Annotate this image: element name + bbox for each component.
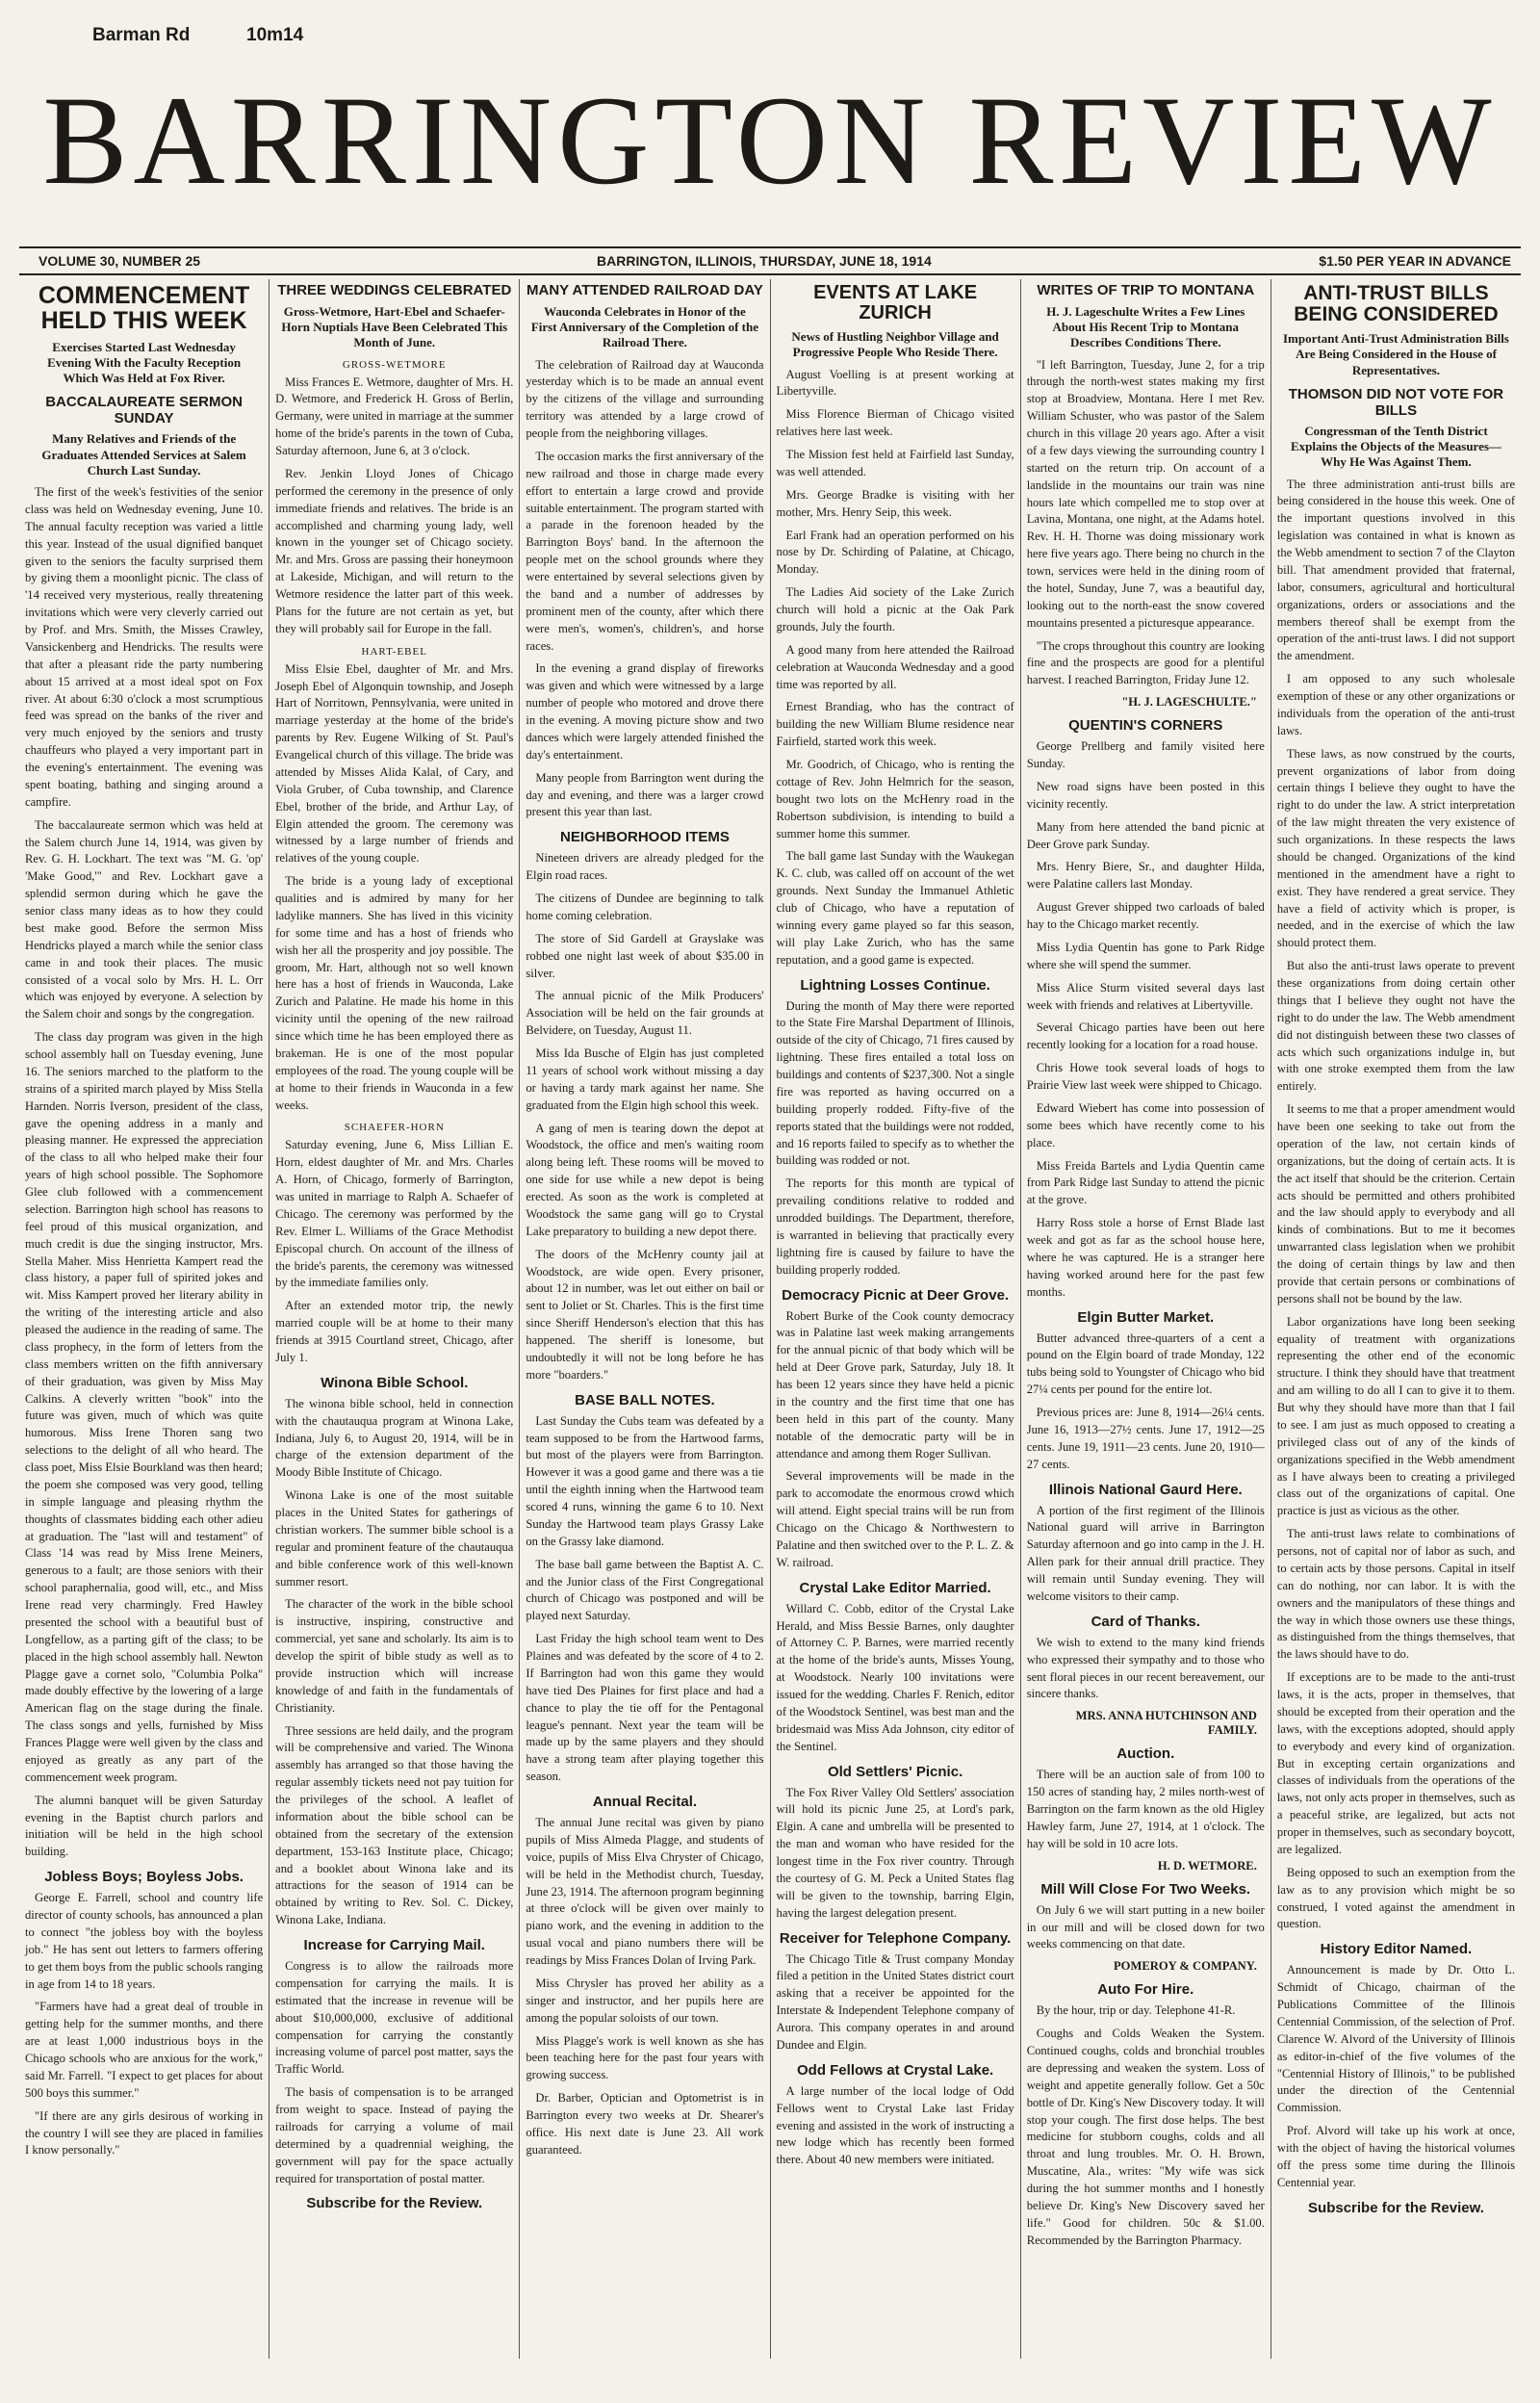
- article-paragraph: Several improvements will be made in the park to accomodate the enormous crowd which will attend. Eight special trains will be run from Chicago on the Chicago & Northwestern to Palatine and then switched over to the P. L. Z. & W. railroad.: [776, 1469, 1014, 1569]
- article-paragraph: In the evening a grand display of fireworks was given and which were witnessed by a large number of people who motored and drove there in the evening. A moving picture show and two dances which were largely attended finished the day's entertainment.: [526, 661, 764, 762]
- article-paragraph: Mr. Goodrich, of Chicago, who is renting the cottage of Rev. John Helmrich for the season, bought two lots on the McHenry road in the Robertson subdivision, is intending to build a summer home this summer.: [776, 758, 1014, 840]
- subhead-baccalaureate: BACCALAUREATE SERMON SUNDAY: [45, 394, 243, 427]
- article-paragraph: New road signs have been posted in this vicinity recently.: [1026, 779, 1265, 811]
- deck-anti-trust: Important Anti-Trust Administration Bills Are Being Considered in the House of Representatives.: [1283, 331, 1509, 377]
- article-paragraph: The class day program was given in the high school assembly hall on Tuesday evening, June 16. The seniors marched to the platform to the strains of a spirited march played by Miss Stella Harnden. Norris Iverson, president of the class, gave the opening address in a manly and pleasing manner. He expressed the appreciation of the class to all who helped make their four years of high school possible. The Sophomore Glee club followed with a commencement selection. Barrington high school has reasons to feel proud of this musical organization, and much credit is due the singing instructor, Mrs. Stella Maher. Miss Henrietta Kampert read the class history, a paper full of spirited jokes and wit. Miss Kampert proved her literary ability in the writing of the interesting article and also pleased the audience in the reading of same. The class prophecy, in the form of letters from the class members written on the fifth anniversary of their graduation, was given by Miss May Calkins. A cleverly written "book" into the future was given, much of which was quite humorous. Miss Irene Thoren sang two selections to the delight of all who heard. The class poet, Miss Elsie Bourkland was then heard; the poem she composed was very good, telling in simple language and pleasing rhythm the thoughts of classmates bidding each other adieu at graduation. The "last will and testament" of Class '14 was read by Miss Irene Meiners, generous to a fault; are those seniors with their school paraphernalia, good will, etc., and Miss Irene read very charmingly. Fred Hawley presented the school with a beautiful bust of Longfellow, as a parting gift of the class; to be placed in the high school assembly hall. Newton Plagge gave a cornet solo, "Columbia Polka" made doubly effective by the lowering of a large American flag on the stage during the finale. The class songs and yells, furnished by Miss Frances Plagge were well given by the class and enjoyed as greatly as any part of the commencement week program.: [25, 1030, 264, 1784]
- column-weddings: [270, 279, 520, 2359]
- article-paragraph: Edward Wiebert has come into possession of some bees which have recently come to his place.: [1026, 1100, 1265, 1150]
- volume-number: VOLUME 30, NUMBER 25: [38, 253, 201, 269]
- article-paragraph: Chris Howe took several loads of hogs to Prairie View last week were shipped to Chicago.: [1026, 1061, 1265, 1092]
- article-paragraph: The celebration of Railroad day at Wauconda yesterday which is to be made an annual event by the citizens of the village and surrounding territory was attended by a large crowd of people from the neighboring villages.: [526, 357, 764, 440]
- headline-lake-zurich: EVENTS AT LAKE ZURICH: [813, 282, 978, 323]
- column-montana: [1021, 279, 1271, 2359]
- subhead-odd-fellows: Odd Fellows at Crystal Lake.: [796, 2061, 994, 2079]
- article-paragraph: Mrs. Henry Biere, Sr., and daughter Hilda, were Palatine callers last Monday.: [1026, 860, 1265, 891]
- article-paragraph: Miss Plagge's work is well known as she has been teaching here for the past four years with growing success.: [526, 2033, 764, 2082]
- subhead-jobless-boys: Jobless Boys; Boyless Jobs.: [44, 1869, 244, 1886]
- column-commencement: [19, 279, 270, 2359]
- deck-commencement: Exercises Started Last Wednesday Evening With the Faculty Reception Which Was Held at Fox River.: [47, 339, 242, 385]
- article-paragraph: The ball game last Sunday with the Waukegan K. C. club, was called off on account of the wet grounds. Next Sunday the Immanuel Athletic club of Chicago, who have a reputation of winning every game played so far this season, will play Lake Zurich, who has the same reputation, and a good game is expected.: [776, 849, 1014, 967]
- signature-hutchinson: MRS. ANNA HUTCHINSON AND FAMILY.: [1075, 1709, 1257, 1738]
- caption-hart-ebel: HART-EBEL: [361, 645, 427, 658]
- article-paragraph: The basis of compensation is to be arranged from weight to space. Instead of paying the railroads for carrying a volume of mail determined by a quadrennial weighing, the government will pay for the space actually required for transportation of postal matter.: [275, 2085, 514, 2185]
- newspaper-page: [19, 17, 1521, 2366]
- article-paragraph: Miss Alice Sturm visited several days last week with friends and relatives at Libertyville.: [1026, 980, 1265, 1012]
- article-paragraph: On July 6 we will start putting in a new boiler in our mill and will be closed down for two weeks commencing on that date.: [1026, 1902, 1265, 1951]
- caption-schaefer-horn: SCHAEFER-HORN: [344, 1122, 445, 1134]
- article-paragraph: Announcement is made by Dr. Otto L. Schmidt of Chicago, chairman of the Publications Committee of the Illinois Centennial Commission, of the selection of Prof. Clarence W. Alvord of the University of Illinois as editor-in-chief of the five volumes of the "Centennial History of Illinois," to be published under the direction of the Centennial Commission.: [1276, 1963, 1516, 2115]
- article-paragraph: Nineteen drivers are already pledged for the Elgin road races.: [526, 851, 764, 883]
- article-paragraph: "I left Barrington, Tuesday, June 2, for a trip through the north-west states making my first stop at Broadview, Montana. Here I met Rev. William Schuster, who was pastor of the Salem church in this village 20 years ago. After a visit of a few days viewing the surrounding country I started on the return trip. On account of a landslide in the mountains our train was nine hours late which compelled me to stop over at Lavina, Montana, one night, at the Adams hotel. Rev. H. H. Thorne was doing missionary work here five years ago. There being no church in the town, services were held in the dining room of the hotel, Sunday, June 7, was a beautiful day, looking out to the north-east the snow covered mountains presented a picturesque appearance.: [1026, 357, 1265, 630]
- article-paragraph: Labor organizations have long been seeking equality of treatment with organizations representing the other end of the economic structure. I think they should have that treatment and am willing to do all I can to give it to them. But why they should have more than that I fail to see. I am just as much opposed to creating a privileged class out of any of the kinds of organizations specified in the Webb amendment as I have always been to creating a privileged class out of the organizations of capital. One practice is just as vicious as the other.: [1276, 1314, 1516, 1518]
- subhead-national-guard: Illinois National Gaurd Here.: [1048, 1481, 1243, 1498]
- article-paragraph: It seems to me that a proper amendment would have been one seeking to take out from the operation of the law, not certain kinds of organizations, but the doing of certain acts. It is the act itself that should be the criterion. Certain acts should be permitted and others prohibited and the law should apply to everybody and all kinds of combinations. But to me it becomes unwarranted class legislation when we prohibit the doing of certain things by law and then provide that certain persons or combinations of persons shall not be bound by the law.: [1276, 1102, 1516, 1305]
- subhead-old-settlers: Old Settlers' Picnic.: [827, 1763, 963, 1780]
- article-paragraph: Previous prices are: June 8, 1914—26¼ cents. June 16, 1913—27½ cents. June 17, 1912—25 cents. June 19, 1911—23 cents. June 20, 1910—27 cents.: [1026, 1406, 1265, 1471]
- article-paragraph: Ernest Brandiag, who has the contract of building the new William Blume residence near Fairfield, started work this week.: [776, 700, 1014, 749]
- advertisement-paragraph: Coughs and Colds Weaken the System. Continued coughs, colds and bronchial troubles are depressing and weaken the system. Loss of weight and appetite generally follow. Get a 50c bottle of Dr. King's New Discovery today. It will stop your cough. The first dose helps. The best medicine for stubborn coughs, colds and all throat and lung troubles. Mr. O. H. Brown, Muscatine, Ala., writes: "My wife was sick during the hot summer months and I honestly believe Dr. King's New Discovery saved her life." Good for children. 50c & $1.00. Recommended by the Barrington Pharmacy.: [1026, 2027, 1265, 2247]
- subhead-base-ball: BASE BALL NOTES.: [575, 1391, 715, 1408]
- deck-baccalaureate: Many Relatives and Friends of the Graduates Attended Services at Salem Church Last Sunday.: [41, 431, 246, 478]
- article-paragraph: August Voelling is at present working at Libertyville.: [776, 367, 1014, 399]
- article-paragraph: The three administration anti-trust bills are being considered in the house this week. One of the important questions involved in this legislation was contained in what is known as the Webb amendment to section 7 of the Clayton bill. That amendment provided that fraternal, labor, consumers, agricultural and horticultural organizations, orders or associations and the members thereof shall be exempt from the operation of the anti-trust laws. I did not support the amendment.: [1276, 477, 1516, 663]
- article-paragraph: A large number of the local lodge of Odd Fellows went to Crystal Lake last Friday evening and assisted in the work of instructing a new lodge which has recently been formed there. About 40 new members were initiated.: [776, 2083, 1014, 2167]
- issue-date: BARRINGTON, ILLINOIS, THURSDAY, JUNE 18, 1914: [597, 253, 932, 269]
- article-paragraph: Congress is to allow the railroads more compensation for carrying the mails. It is estimated that the increase in revenue will be about $10,000,000, exclusive of additional compensation for carrying the constantly increasing volume of parcel post matter, says the Traffic World.: [275, 1959, 514, 2077]
- article-paragraph: The character of the work in the bible school is instructive, inspiring, constructive and commercial, yet sane and scholarly. Its aim is to develop the spirit of bible study as well as to provide instruction which will increase knowledge of and faith in the fundamentals of Christianity.: [275, 1597, 514, 1715]
- article-paragraph: Miss Florence Bierman of Chicago visited relatives here last week.: [776, 407, 1014, 439]
- article-paragraph: The winona bible school, held in connection with the chautauqua program at Winona Lake, Indiana, July 6, to August 20, 1914, will be in charge of the extension department of the Moody Bible Institute of Chicago.: [275, 1396, 514, 1480]
- column-lake-zurich: [771, 279, 1021, 2359]
- article-paragraph: During the month of May there were reported to the State Fire Marshal Department of Illinois, outside of the city of Chicago, 71 fires caused by lightning. These fires entailed a total loss on buildings and contents of $237,300. Not a single fire was reported as having occurred on a building properly rodded. Fifty-five of the reports stated that the buildings were not rodded, and 16 reports failed to specify as to whether the building was rodded or not.: [776, 998, 1014, 1168]
- article-paragraph: Many people from Barrington went during the day and evening, and there was a larger crowd present this year than last.: [526, 770, 764, 819]
- subhead-recital: Annual Recital.: [592, 1794, 698, 1810]
- article-paragraph: Miss Ida Busche of Elgin has just completed 11 years of school work without missing a day or having a tardy mark against her name. She graduated from the Elgin high school this week.: [526, 1046, 764, 1112]
- signature-wetmore: H. D. WETMORE.: [1157, 1858, 1257, 1873]
- article-paragraph: Three sessions are held daily, and the program will be comprehensive and varied. The Winona assembly has arranged so that those having the regular assembly tickets need not pay tuition for the privileges of the school. A leaflet of information about the bible school can be obtained from the secretary of the extension department, 153-163 Institute place, Chicago; and a booklet about Winona lake and its attractions for the season of 1914 can be obtained by writing to Rev. Sol. C. Dickey, Winona Lake, Indiana.: [275, 1723, 514, 1927]
- article-paragraph: "The crops throughout this country are looking fine and the prospects are good for a plentiful harvest. I reached Barrington, Friday June 12.: [1026, 638, 1265, 687]
- subhead-mail: Increase for Carrying Mail.: [303, 1937, 485, 1953]
- article-paragraph: If exceptions are to be made to the anti-trust laws, it is the acts, proper in themselves, that should be excepted from their operation and the laws, with the exceptions adopted, should apply to everybody and every kind of organization. But in excepting certain organizations and classes of individuals from the operations of the laws, not only acts proper in themselves, such as a peaceful strike, are legalized, but acts not proper in themselves, such as secondary boycott, are legalized.: [1276, 1670, 1516, 1856]
- article-paragraph: The occasion marks the first anniversary of the new railroad and those in charge made every effort to entertain a large crowd and provide suitable entertainment. The program started with a parade in the forenoon headed by the Barrington Boys' band. In the afternoon the people met on the school grounds where they were entertained by several selections given by the band and a number of addresses by prominent men of the county, after which there were men's, women's, children's, and horse races.: [526, 449, 764, 653]
- article-paragraph: Rev. Jenkin Lloyd Jones of Chicago performed the ceremony in the presence of only immediate friends and relatives. The bride is an accomplished and charming young lady, well known in the younger set of Chicago society. Mr. and Mrs. Gross are passing their honeymoon at Lakeside, Michigan, and will return to the Wetmore residence the latter part of this week. Plans for the future are not certain as yet, but they will probably sail for Europe in the fall.: [275, 466, 514, 635]
- subscribe-note: Subscribe for the Review.: [1308, 2199, 1484, 2216]
- article-paragraph: The Ladies Aid society of the Lake Zurich church will hold a picnic at the Oak Park grounds, July the fourth.: [776, 585, 1014, 633]
- article-paragraph: Robert Burke of the Cook county democracy was in Palatine last week making arrangements for the annual picnic of that body which will be held at Deer Grove park, Saturday, July 18. It has been 12 years since they have held a picnic in the country and the first time that one has been held in this part of the county. Many notable of the democratic party will be in attendance and among them Roger Sullivan.: [776, 1308, 1014, 1460]
- article-paragraph: Winona Lake is one of the most suitable places in the United States for gatherings of christian workers. The summer bible school is a regular and prominent feature of the chautauqua and bible conference work of this well-known summer resort.: [275, 1488, 514, 1589]
- article-paragraph: The alumni banquet will be given Saturday evening in the Baptist church parlors and initiation will be held in the high school building.: [25, 1793, 264, 1859]
- article-paragraph: The Mission fest held at Fairfield last Sunday, was well attended.: [776, 448, 1014, 478]
- headline-anti-trust: ANTI-TRUST BILLS BEING CONSIDERED: [1294, 282, 1499, 326]
- archive-stamp-left: Barman Rd: [92, 25, 191, 45]
- deck-thomson: Congressman of the Tenth District Explains the Objects of the Measures—Why He Was Against Them.: [1290, 423, 1502, 470]
- subhead-card-of-thanks: Card of Thanks.: [1091, 1613, 1200, 1630]
- subhead-crystal-lake-editor: Crystal Lake Editor Married.: [799, 1579, 991, 1596]
- article-paragraph: The anti-trust laws relate to combinations of persons, not of capital nor of labor as such, and to certain acts by those persons. Capital in itself can do nothing, nor can labor. It is with the owners and the manipulators of these things and the way in which those owners use these things, as distinguished from the things themselves, that the laws should have to do.: [1276, 1527, 1516, 1662]
- headline-railroad-day: MANY ATTENDED RAILROAD DAY: [526, 282, 763, 298]
- article-paragraph: Earl Frank had an operation performed on his nose by Dr. Schirding of Palatine, at Chicago, Monday.: [776, 528, 1014, 577]
- subhead-auto-for-hire: Auto For Hire.: [1097, 1981, 1194, 1999]
- article-paragraph: By the hour, trip or day. Telephone 41-R.: [1036, 2003, 1236, 2018]
- article-paragraph: Dr. Barber, Optician and Optometrist is in Barrington every two weeks at Dr. Shearer's office. His next date is June 23. All work guaranteed.: [526, 2091, 764, 2157]
- article-paragraph: Butter advanced three-quarters of a cent a pound on the Elgin board of trade Monday, 122 tubs being sold to Youngster of Chicago who bid 27¼ cents per pound for the entire lot.: [1026, 1331, 1265, 1397]
- article-paragraph: August Grever shipped two carloads of baled hay to the Chicago market recently.: [1026, 900, 1265, 931]
- signature-pomeroy: POMEROY & COMPANY.: [1113, 1959, 1257, 1974]
- article-paragraph: After an extended motor trip, the newly married couple will be at home to their many friends at 3915 Courtland street, Chicago, after July 1.: [275, 1299, 514, 1364]
- caption-gross-wetmore: GROSS-WETMORE: [342, 358, 447, 371]
- deck-railroad-day: Wauconda Celebrates in Honor of the First Anniversary of the Completion of the Railroad There.: [530, 303, 758, 350]
- headline-weddings: THREE WEDDINGS CELEBRATED: [277, 282, 512, 298]
- article-paragraph: Miss Freida Bartels and Lydia Quentin came from Park Ridge last Sunday to attend the picnic at the grove.: [1026, 1158, 1265, 1207]
- article-paragraph: The baccalaureate sermon which was held at the Salem church June 14, 1914, was given by Rev. G. H. Lockhart. The text was "M. G. 'op' 'Make Good,'" and Rev. Lockhart gave a splendid sermon during which he gave the senior class many ideas as to how they could best make good. Before the sermon Miss Hendricks played a march while the senior class came in and took their places. The music consisted of a vocal solo by Mrs. H. L. Orr which was enjoyed by everyone. A selection by the Salem choir and songs by the congregation.: [25, 817, 264, 1021]
- article-paragraph: The annual picnic of the Milk Producers' Association will be held on the fair grounds at Belvidere, on Tuesday, August 11.: [526, 989, 764, 1038]
- subhead-mill-close: Mill Will Close For Two Weeks.: [1040, 1880, 1251, 1898]
- masthead-title: BARRINGTON REVIEW: [42, 69, 1498, 211]
- article-paragraph: Miss Elsie Ebel, daughter of Mr. and Mrs. Joseph Ebel of Algonquin township, and Joseph Hart of Norritown, Pennsylvania, were united in marriage yesterday at the home of the bride's parents by Rev. Eugene Wilking of St. Paul's Evangelical church of this village. The bride was attended by Misses Alida Kalal, of Cary, and Viola Gruber, of Cuba township, and Clarence Ebel, brother of the bride, and Arthur Lay, of Elgin attended the groom. The ceremony was witnessed by a large number of friends and relatives of the young couple.: [275, 661, 514, 866]
- article-paragraph: George Prellberg and family visited here Sunday.: [1026, 739, 1265, 770]
- subhead-winona: Winona Bible School.: [321, 1374, 469, 1391]
- subhead-auction: Auction.: [1116, 1745, 1175, 1763]
- column-railroad-day: [520, 279, 770, 2359]
- article-paragraph: The bride is a young lady of exceptional qualities and is admired by many for her ladylike manners. She has lived in this vicinity for some time and has a host of friends who wish her all the prosperity and joy possible. The groom, Mr. Hart, although not so well known here has a host of friends in Wauconda, Lake Zurich and Palatine. He made his home in this vicinity until the opening of the new railroad since which time he has been employed there as brakeman. He is one of the most popular employees of the road. The young couple will be at home to their friends in Wauconda in a few weeks.: [275, 874, 514, 1112]
- article-paragraph: Several Chicago parties have been out here recently looking for a location for a road house.: [1026, 1021, 1265, 1052]
- article-paragraph: The base ball game between the Baptist A. C. and the Junior class of the First Congregational church of Chicago was postponed and will be played next Saturday.: [526, 1557, 764, 1623]
- article-paragraph: The Chicago Title & Trust company Monday filed a petition in the United States district court asking that a receiver be appointed for the Interstate & Independent Telephone company of Aurora. This company operates in and around Dundee and Elgin.: [776, 1951, 1014, 2052]
- article-paragraph: "If there are any girls desirous of working in the country I will see they are placed in families I know personally.": [25, 2108, 264, 2158]
- article-paragraph: Willard C. Cobb, editor of the Crystal Lake Herald, and Miss Bessie Barnes, only daughter of Attorney C. P. Barnes, were married recently at the home of the bride's aunts, Misses Young, at Woodstock. Nearly 100 invitations were issued for the wedding. Charles F. Renich, editor of the Woodstock Sentinel, was best man and the bridesmaid was Miss Ada Johnson, city editor of the Sentinel.: [776, 1601, 1014, 1753]
- article-paragraph: The first of the week's festivities of the senior class was held on Wednesday evening, June 10. The annual faculty reception was varied a little this year. Instead of the usual dignified banquet given to the seniors the faculty surprised them by giving them a moonlight picnic. The class of '14 received very mysterious, really threatening invitations which were very cleverly carried out by Prof. and Mrs. Smith, the Misses Crawley, Vansickenberg and Hendricks. The results were that after a pleasant ride the party numbering about 15 arrived at a most ideal spot on Fox river. At about 6:30 o'clock a most scrumptious feed was spread on the banks of the river and very much enjoyed by the seniors and trusty chauffeurs who played a very important part in the evening's entertainment. The evening was spent boating, bathing and singing around a campfire.: [25, 485, 264, 809]
- news-columns: [19, 279, 1521, 2359]
- article-paragraph: George E. Farrell, school and country life director of county schools, has announced a plan to connect "the jobless boy with the boyless job." He has sent out letters to farmers offering to get them boys from the public schools ranging in age from 14 to 18 years.: [25, 1891, 264, 1991]
- article-paragraph: We wish to extend to the many kind friends who expressed their sympathy and to those who sent floral pieces in our recent bereavement, our sincere thanks.: [1026, 1635, 1265, 1701]
- article-paragraph: The annual June recital was given by piano pupils of Miss Almeda Plagge, and students of voice, pupils of Miss Elva Chryster of Chicago, will be held in the Methodist church, Tuesday, June 23, 1914. The afternoon program beginning at three o'clock will be given over mainly to piano work, and the evening in addition to the usual vocal and piano numbers there will be readings by Miss Frances Dolan of Irving Park.: [526, 1816, 764, 1967]
- article-paragraph: A gang of men is tearing down the depot at Woodstock, the office and men's waiting room along being left. These rooms will be moved to one side for use while a new depot is being erected. As soon as the work is completed at Woodstock the same gang will go to Crystal Lake preparatory to building a new depot there.: [526, 1121, 764, 1238]
- deck-weddings: Gross-Wetmore, Hart-Ebel and Schaefer-Horn Nuptials Have Been Celebrated This Month of June.: [281, 303, 508, 350]
- article-paragraph: Prof. Alvord will take up his work at once, with the object of having the historical volumes off the press some time during the Illinois Centennial year.: [1276, 2124, 1516, 2189]
- article-paragraph: Being opposed to such an exemption from the law as to any provision which might be so construed, I voted against the amendment in question.: [1276, 1865, 1516, 1931]
- article-paragraph: Last Friday the high school team went to Des Plaines and was defeated by the score of 4 to 2. If Barrington had won this game they would have tied Des Plaines for first place and had a chance to play the tie off for the Pentagonal league's pennant. Next year the team will be made up by the same players and they should have a strong team after playing together this season.: [526, 1632, 764, 1784]
- subhead-butter-market: Elgin Butter Market.: [1077, 1308, 1215, 1326]
- article-paragraph: Mrs. George Bradke is visiting with her mother, Mrs. Henry Seip, this week.: [776, 487, 1014, 519]
- subhead-telephone: Receiver for Telephone Company.: [779, 1929, 1012, 1947]
- article-paragraph: The doors of the McHenry county jail at Woodstock, are wide open. Every prisoner, about 12 in number, was let out either on bail or sent to Joliet or St. Charles. This is the first time since Sheriff Henderson's election that this has happened. The sheriff is lonesome, but undoubtedly it will not be long before he has more "boarders.": [526, 1247, 764, 1382]
- column-anti-trust: [1271, 279, 1521, 2359]
- deck-lake-zurich: News of Hustling Neighbor Village and Progressive People Who Reside There.: [791, 329, 999, 360]
- article-paragraph: Many from here attended the band picnic at Deer Grove park Sunday.: [1026, 819, 1265, 851]
- subhead-lightning: Lightning Losses Continue.: [800, 976, 990, 994]
- article-paragraph: The reports for this month are typical of prevailing conditions relative to rodded and unrodded buildings. The Department, therefore, is warranted in believing that practically every lightning fire is caused by failure to have the building properly rodded.: [776, 1176, 1014, 1277]
- subhead-democracy-picnic: Democracy Picnic at Deer Grove.: [782, 1286, 1010, 1304]
- subscription-price: $1.50 PER YEAR IN ADVANCE: [1319, 253, 1511, 269]
- article-paragraph: "Farmers have had a great deal of trouble in getting help for the summer months, and there are at least 1,000 industrious boys in the Chicago schools who are anxious for the work," said Mr. Farrell. "I expect to get places for about 500 boys this summer.": [25, 2000, 264, 2100]
- article-paragraph: Miss Lydia Quentin has gone to Park Ridge where she will spend the summer.: [1026, 940, 1265, 971]
- article-paragraph: Last Sunday the Cubs team was defeated by a team supposed to be from the Hartwood farms, but most of the players were from Barrington. However it was a good game and there was a tie until the eighth inning when the Hartwood team scored 4 runs, winning the game 6 to 10. Next Sunday the Hartwood team plays Grassy Lake on the Grassy lake diamond.: [526, 1413, 764, 1548]
- article-paragraph: A good many from here attended the Railroad celebration at Wauconda Wednesday and a good time was reported by all.: [776, 642, 1014, 691]
- article-paragraph: Harry Ross stole a horse of Ernst Blade last week and got as far as the school house here, where he was captured. He is a stranger here having worked around here for the past few months.: [1026, 1216, 1265, 1299]
- deck-montana: H. J. Lageschulte Writes a Few Lines About His Recent Trip to Montana Describes Conditions There.: [1046, 303, 1245, 350]
- article-paragraph: Miss Frances E. Wetmore, daughter of Mrs. H. D. Wetmore, and Frederick H. Gross of Berlin, Germany, were united in marriage at the summer home of the bride's parents in the town of Cuba, Saturday afternoon, June 6, at 3 o'clock.: [275, 375, 514, 457]
- article-paragraph: I am opposed to any such wholesale exemption of these or any other organizations or individuals from the operation of the anti-trust laws.: [1276, 672, 1516, 737]
- subhead-neighborhood: NEIGHBORHOOD ITEMS: [560, 829, 730, 846]
- article-paragraph: But also the anti-trust laws operate to prevent these organizations from doing certain other things that I believe they ought not have the right to do under the law. The Webb amendment did not distinguish between these two classes of acts which such organizations indulge in, but with one stroke exempted them from the law entirely.: [1276, 959, 1516, 1094]
- subhead-history-editor: History Editor Named.: [1320, 1941, 1473, 1958]
- article-paragraph: Miss Chrysler has proved her ability as a singer and instructor, and her pupils here are among the popular soloists of our town.: [526, 1976, 764, 2025]
- subhead-quentins-corners: QUENTIN'S CORNERS: [1068, 717, 1223, 735]
- headline-montana: WRITES OF TRIP TO MONTANA: [1037, 282, 1255, 298]
- article-paragraph: These laws, as now construed by the courts, prevent organizations of labor from doing certain things I believe they ought to have the right to do under the law. A strict interpretation of the law might threaten the very existence of such organizations. In these respects the laws should be changed. Organizations of the kind mentioned in the amendment have a right to exist. They have rendered a great service. They have a field of activity which is proper, is needed, and in the exercise of which the law should protect them.: [1276, 746, 1516, 950]
- article-paragraph: The Fox River Valley Old Settlers' association will hold its picnic June 25, at Lord's park, Elgin. A cane and umbrella will be presented to the man and woman who have resided for the longest time in the Fox river country. Through the courtesy of G. M. Peck a United States flag will be given to the township, barring Elgin, having the largest delegation present.: [776, 1785, 1014, 1920]
- dateline-bar: [19, 246, 1521, 275]
- article-paragraph: A portion of the first regiment of the Illinois National guard will arrive in Barrington Saturday afternoon and go into camp in the J. H. Allen park for their annual drill practice. They will remain until Sunday evening. They will welcome visitors to their camp.: [1026, 1503, 1265, 1603]
- subhead-thomson: THOMSON DID NOT VOTE FOR BILLS: [1288, 385, 1504, 419]
- article-paragraph: There will be an auction sale of from 100 to 150 acres of standing hay, 2 miles north-west of Barrington on the farm known as the old Higley Hawley farm, June 27, 1914, at 1 o'clock. The hay will be sold in 10 acre lots.: [1026, 1768, 1265, 1850]
- headline-commencement: COMMENCEMENT HELD THIS WEEK: [38, 282, 250, 335]
- article-paragraph: The store of Sid Gardell at Grayslake was robbed one night last week of about $35.00 in silver.: [526, 931, 764, 980]
- archive-stamp-right: 10m14: [246, 25, 304, 45]
- article-paragraph: The citizens of Dundee are beginning to talk home coming celebration.: [526, 891, 764, 922]
- subscribe-note: Subscribe for the Review.: [306, 2195, 483, 2212]
- signature-lageschulte: "H. J. LAGESCHULTE.": [1121, 695, 1257, 710]
- article-paragraph: Saturday evening, June 6, Miss Lillian E. Horn, eldest daughter of Mr. and Mrs. Charles A. Horn, of Chicago, formerly of Barrington, was united in marriage to Ralph A. Schaefer of Chicago. The ceremony was performed by the Rev. Elmer L. Williams of the Grace Methodist Episcopal church. On account of the illness of the bride's parents, the ceremony was witnessed by the immediate families only.: [275, 1138, 514, 1290]
